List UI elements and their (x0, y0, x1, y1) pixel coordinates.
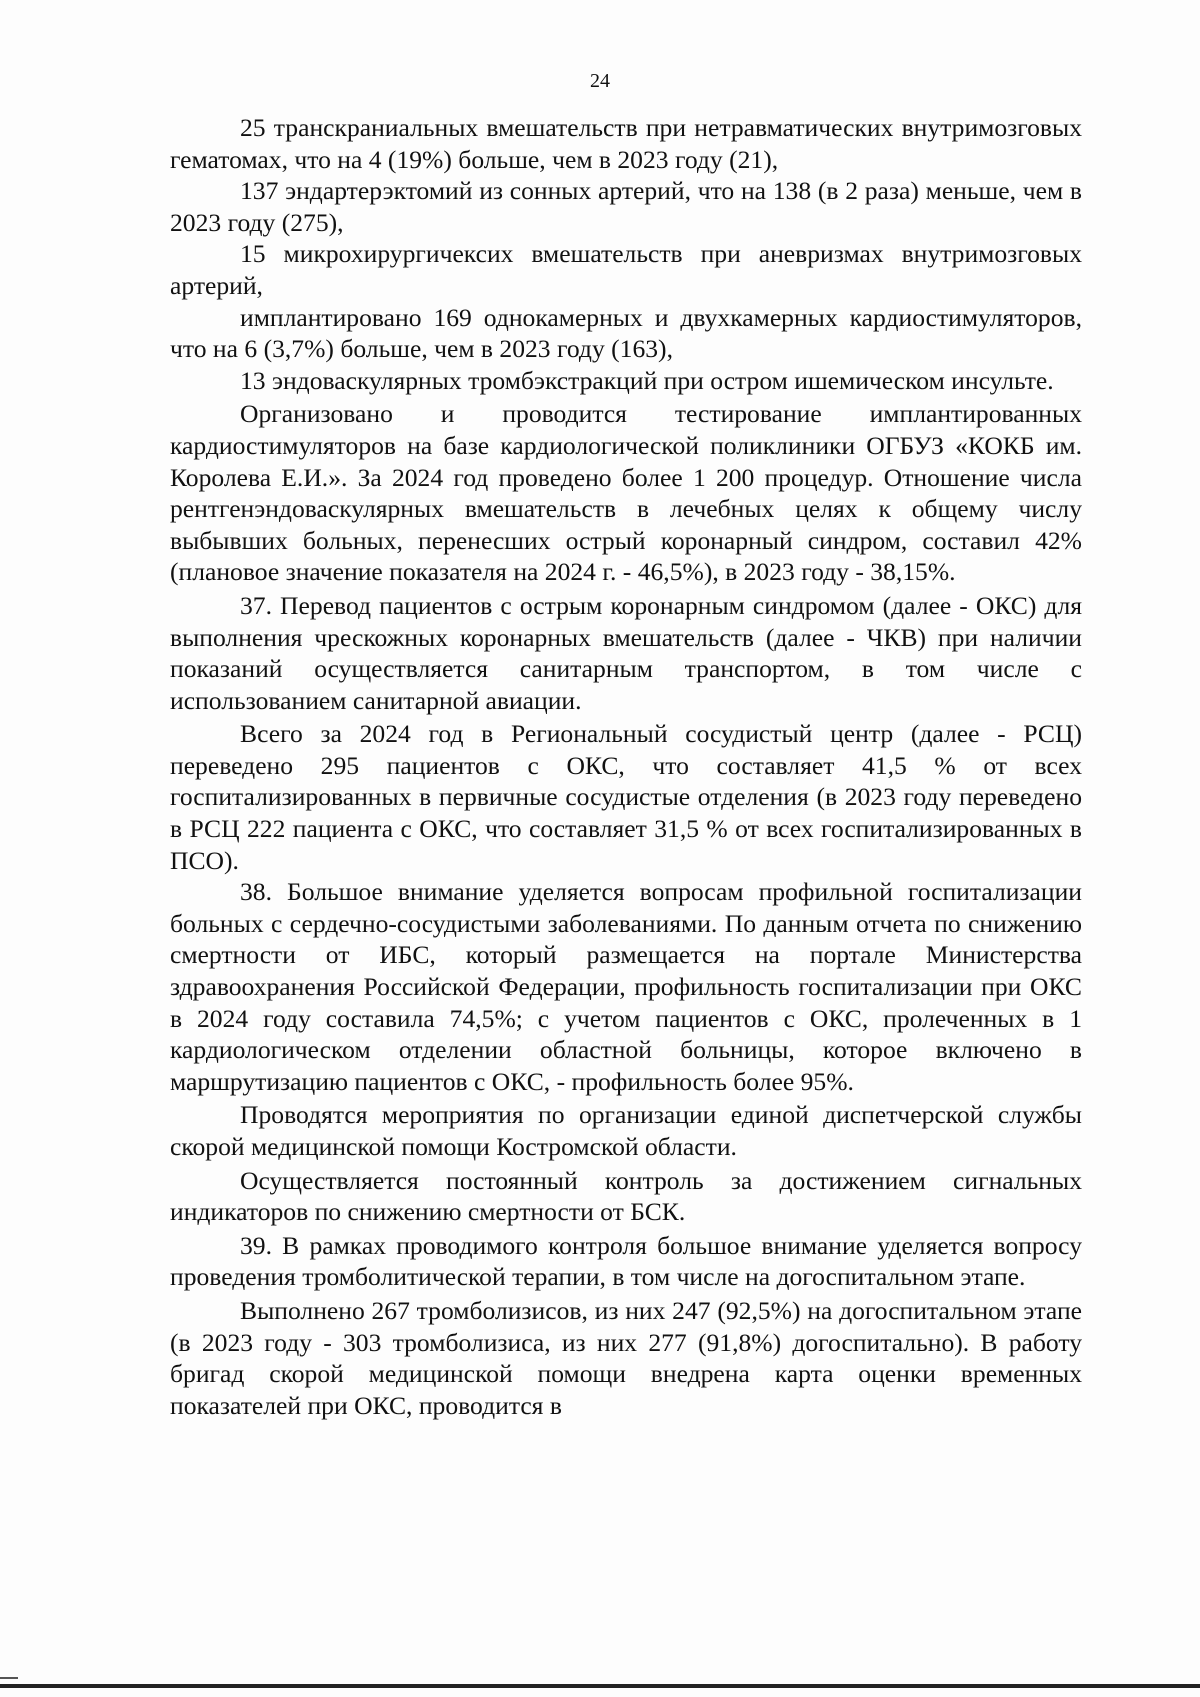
paragraph-endarterectomies: 137 эндартерэктомий из сонных артерий, что на 138 (в 2 раза) меньше, чем в 2023 году (275), (170, 176, 1082, 237)
page-number: 24 (590, 70, 610, 92)
paragraph-pacemaker-testing: Организовано и проводится тестирование имплантированных кардиостимуляторов на базе кардиологической поликлиники ОГБУЗ «КОКБ им. Королева Е.И.». За 2024 год проведено более 1 200 процедур. Отношение числа рентгенэндоваскулярных вмешательств в лечебных целях к общему числу выбывших больных, перенесших острый коронарный синдром, составил 42% (плановое значение показателя на 2024 г. - 46,5%), в 2023 году - 38,15%. (170, 399, 1082, 587)
paragraph-dispatch-service: Проводятся мероприятия по организации единой диспетчерской службы скорой медицинской помощи Костромской области. (170, 1100, 1082, 1161)
paragraph-signal-indicators: Осуществляется постоянный контроль за достижением сигнальных индикаторов по снижению смертности от БСК. (170, 1165, 1082, 1227)
scan-edge-mark (0, 1677, 18, 1679)
paragraph-thrombectomies: 13 эндоваскулярных тромбэкстракций при остром ишемическом инсульте. (240, 365, 1054, 395)
paragraph-microsurgical-interventions: 15 микрохирургичексих вмешательств при аневризмах внутримозговых артерий, (170, 239, 1082, 300)
body-text (170, 112, 1082, 1421)
paragraph-item-39: 39. В рамках проводимого контроля большое внимание уделяется вопросу проведения тромболитической терапии, в том числе на догоспитальном этапе. (170, 1230, 1082, 1292)
scan-bottom-edge (0, 1684, 1200, 1688)
paragraph-item-38: 38. Большое внимание уделяется вопросам профильной госпитализации больных с сердечно-сосудистыми заболеваниями. По данным отчета по снижению смертности от ИБС, который размещается на портале Министерства здравоохранения Российской Федерации, профильность госпитализации при ОКС в 2024 году составила 74,5%; с учетом пациентов с ОКС, пролеченных в 1 кардиологическом отделении областной больницы, которое включено в маршрутизацию пациентов с ОКС, - профильность более 95%. (170, 877, 1082, 1096)
paragraph-item-37: 37. Перевод пациентов с острым коронарным синдромом (далее - ОКС) для выполнения чрескожных коронарных вмешательств (далее - ЧКВ) при наличии показаний осуществляется санитарным транспортом, в том числе с использованием санитарной авиации. (170, 590, 1082, 715)
paragraph-transcranial-interventions: 25 транскраниальных вмешательств при нетравматических внутримозговых гематомах, что на 4 (19%) больше, чем в 2023 году (21), (170, 113, 1082, 174)
paragraph-pacemakers-implanted: имплантировано 169 однокамерных и двухкамерных кардиостимуляторов, что на 6 (3,7%) больше, чем в 2023 году (163), (170, 302, 1082, 364)
paragraph-thrombolysis-stats: Выполнено 267 тромболизисов, из них 247 (92,5%) на догоспитальном этапе (в 2023 году - 303 тромболизиса, из них 277 (91,8%) догоспитально). В работу бригад скорой медицинской помощи внедрена карта оценки временных показателей при ОКС, проводится в (170, 1295, 1082, 1420)
paragraph-rsc-transfers: Всего за 2024 год в Региональный сосудистый центр (далее - РСЦ) переведено 295 пациентов с ОКС, что составляет 41,5 % от всех госпитализированных в первичные сосудистые отделения (в 2023 году переведено в РСЦ 222 пациента с ОКС, что составляет 31,5 % от всех госпитализированных в ПСО). (170, 719, 1082, 875)
